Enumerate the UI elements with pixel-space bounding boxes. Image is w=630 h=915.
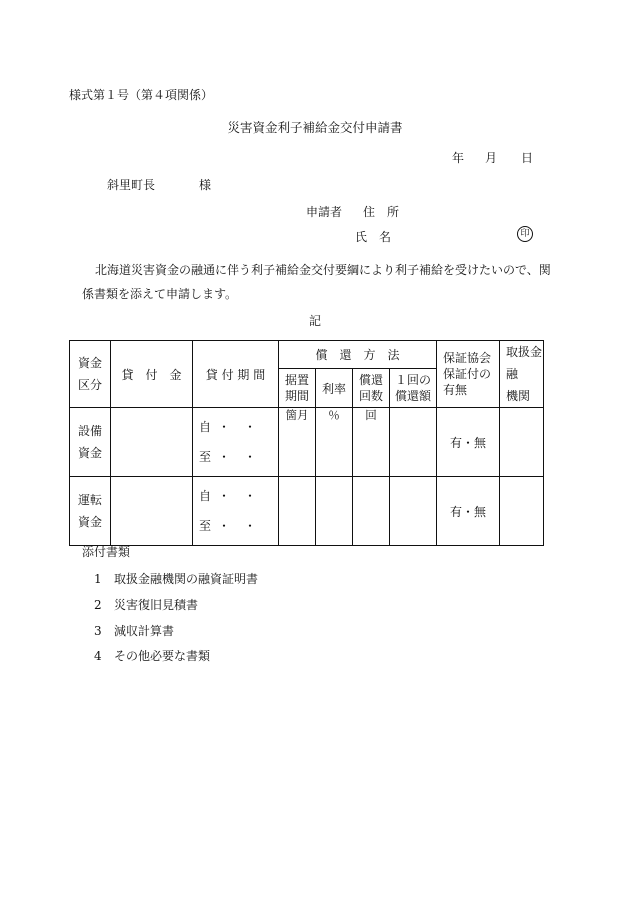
period-dot: ・ [218,420,231,434]
header-fund-category-line2: 区分 [77,378,102,392]
attachment-item [94,596,198,613]
period-to-line [199,511,278,541]
row-interest-cell [316,408,353,477]
header-repayment-method: 償 還 方 法 [279,341,437,369]
period-from-label: 自 [199,420,212,434]
period-to-label: 至 [199,519,212,533]
table-row [70,477,544,546]
row-category-line1: 運転 [77,493,102,507]
header-repayment-count-line1: 償還 [358,373,383,388]
unit-months: 箇月 [285,408,309,422]
header-per-repayment [390,369,437,408]
table-row [70,408,544,477]
row-institution-cell [500,408,544,477]
address-label: 住 所 [363,205,400,219]
form-number: 様式第１号（第４項関係） [69,88,214,102]
header-repayment-count [353,369,390,408]
row-guarantee: 有・無 [437,408,500,477]
header-interest-rate: 利率 [316,369,353,408]
row-count-cell [353,408,390,477]
attachment-item [94,570,258,587]
row-category [70,408,111,477]
period-from-line [199,481,278,511]
row-loan-period-cell [193,408,279,477]
document-title: 災害資金利子補給金交付申請書 [227,120,403,135]
period-dot: ・ [244,420,257,434]
name-label: 氏 名 [355,230,392,244]
period-dot: ・ [244,489,257,503]
header-deferral-line1: 据置 [284,373,309,388]
attachments-title: 添付書類 [82,545,131,559]
attachment-item [94,622,174,639]
period-dot: ・ [244,519,257,533]
row-deferral-cell [279,477,316,546]
ki-label: 記 [308,314,321,328]
row-interest-cell [316,477,353,546]
row-loan-amount-cell [111,408,193,477]
loan-table [69,340,544,546]
period-from-line [199,412,278,442]
attachment-number: 3 [94,624,102,638]
attachment-text: その他必要な書類 [114,649,211,663]
header-guarantee-line3: 有無 [443,383,468,397]
row-guarantee: 有・無 [437,477,500,546]
header-deferral-period [279,369,316,408]
date-year-label: 年 [452,151,465,165]
row-loan-period-cell [193,477,279,546]
date-day-label: 日 [521,151,534,165]
period-dot: ・ [218,450,231,464]
period-to-label: 至 [199,450,212,464]
header-fund-category [70,341,111,408]
row-loan-amount-cell [111,477,193,546]
row-category-line2: 資金 [77,515,102,529]
unit-percent: ％ [328,408,340,422]
row-per-repayment-cell [390,408,437,477]
period-dot: ・ [244,450,257,464]
row-category-line2: 資金 [77,446,102,460]
row-count-cell [353,477,390,546]
header-repayment-count-line2: 回数 [358,389,383,404]
header-handling-institution-line1: 取扱金融 [506,345,543,381]
attachment-number: 4 [94,649,102,663]
row-category-line1: 設備 [77,424,102,438]
period-dot: ・ [218,519,231,533]
header-handling-institution-line2: 機関 [506,389,531,403]
period-to-line [199,442,278,472]
header-loan-period: 貸 付 期 間 [193,341,279,408]
header-loan-amount: 貸 付 金 [111,341,193,408]
attachment-number: 1 [94,572,102,586]
attachment-text: 減収計算書 [114,624,175,638]
row-per-repayment-cell [390,477,437,546]
seal-mark: 印 [517,226,533,242]
attachment-text: 災害復旧見積書 [114,598,199,612]
unit-times: 回 [365,408,377,422]
header-guarantee-line2: 保証付の [443,367,492,381]
header-per-repayment-line2: 償還額 [395,389,432,404]
addressee-name: 斜里町長 [107,178,156,192]
header-fund-category-line1: 資金 [77,356,102,370]
header-guarantee-line1: 保証協会 [443,351,492,365]
row-deferral-cell [279,408,316,477]
attachment-item [94,647,210,664]
attachment-text: 取扱金融機関の融資証明書 [114,572,259,586]
period-from-label: 自 [199,489,212,503]
header-per-repayment-line1: １回の [395,373,432,388]
row-institution-cell [500,477,544,546]
header-guarantee [437,341,500,408]
attachment-number: 2 [94,598,102,612]
applicant-label: 申請者 [306,205,343,219]
header-deferral-line2: 期間 [284,389,309,404]
row-category [70,477,111,546]
header-handling-institution [500,341,544,408]
period-dot: ・ [218,489,231,503]
date-month-label: 月 [485,151,498,165]
application-statement: 北海道災害資金の融通に伴う利子補給金交付要綱により利子補給を受けたいので、関係書類を添えて申請します。 [82,263,551,301]
addressee-honorific: 様 [199,178,212,192]
